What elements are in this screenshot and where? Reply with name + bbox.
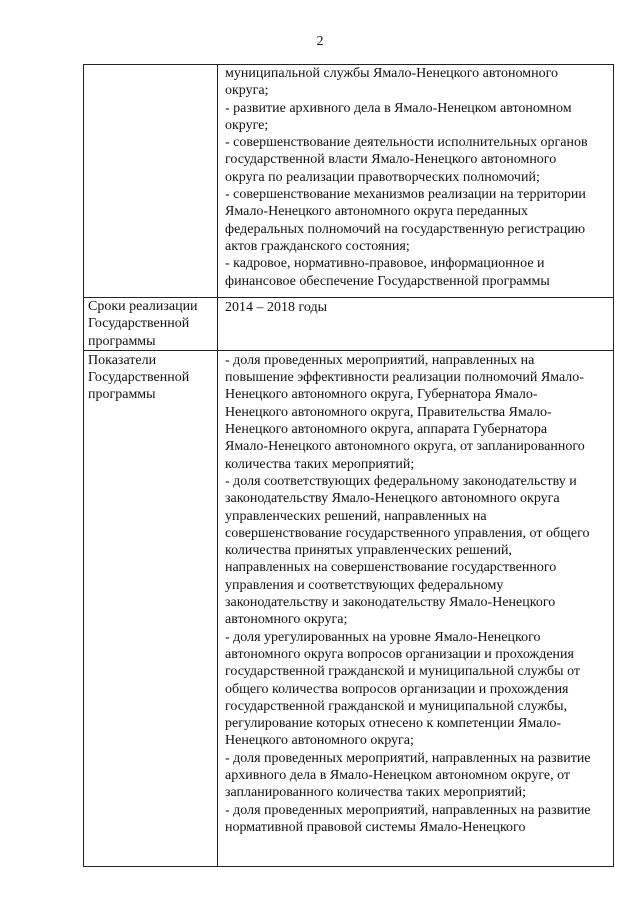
content-line: автономного округа вопросов организации и прохождения [225, 646, 574, 662]
content-line: Ненецкого автономного округа, аппарата Губернатора [225, 422, 548, 438]
label-line: Сроки реализации [88, 299, 198, 314]
content-line: - доля проведенных мероприятий, направленных на [225, 352, 535, 368]
content-line: 2014 – 2018 годы [225, 300, 328, 315]
content-line: нормативной правовой системы Ямало-Ненецкого [225, 819, 526, 835]
label-line: Показатели [88, 352, 157, 368]
content-line: Ненецкого автономного округа, Губернатора Ямало- [225, 387, 538, 403]
content-line: округе; [225, 117, 269, 133]
content-line: совершенствование государственного управления, от общего [225, 525, 590, 541]
content-line: регулирование которых отнесено к компетенции Ямало- [225, 716, 562, 732]
content-line: количества принятых управленческих решений, [225, 543, 513, 559]
content-line: государственной гражданской и муниципальной службы от [225, 664, 581, 680]
row-label-cell [84, 350, 218, 866]
label-line: программы [88, 333, 156, 349]
content-line: финансовое обеспечение Государственной программы [225, 273, 550, 289]
row-content-cell [218, 65, 614, 298]
content-line: управления и соответствующих федеральному [225, 577, 504, 593]
content-line: Ямало-Ненецкого автономного округа, от запланированного [225, 439, 585, 455]
content-line: - доля проведенных мероприятий, направленных на развитие [225, 750, 591, 766]
content-line: - доля проведенных мероприятий, направленных на развитие [225, 802, 591, 818]
row-content-cell [218, 350, 614, 866]
content-line: законодательству и законодательству Ямало-Ненецкого [225, 595, 556, 611]
label-line: Государственной [88, 370, 190, 386]
content-line: управленческих решений, направленных на [225, 508, 487, 524]
content-line: государственной власти Ямало-Ненецкого автономного [225, 152, 557, 168]
content-line: законодательству Ямало-Ненецкого автономного округа [225, 491, 560, 507]
content-line: государственной гражданской и муниципальной службы, [225, 698, 568, 714]
content-line: направленных на совершенствование государственного [225, 560, 557, 576]
content-line: - кадровое, нормативно-правовое, информационное и [225, 256, 545, 272]
content-line: Ненецкого автономного округа, Правительства Ямало- [225, 404, 552, 420]
content-line: округа; [225, 83, 269, 99]
content-line: - совершенствование механизмов реализации на территории [225, 187, 586, 203]
content-line: - доля соответствующих федеральному законодательству и [225, 473, 577, 489]
label-line: программы [88, 387, 156, 403]
content-line: архивного дела в Ямало-Ненецком автономном округе, от [225, 768, 571, 784]
content-line: - развитие архивного дела в Ямало-Ненецком автономном [225, 100, 572, 116]
label-line: Государственной [88, 316, 190, 332]
row-label-cell [84, 298, 218, 351]
content-line: Ненецкого автономного округа; [225, 733, 414, 749]
table-row-indicators [84, 350, 614, 866]
content-line: актов гражданского состояния; [225, 238, 410, 254]
content-line: повышение эффективности реализации полномочий Ямало- [225, 370, 584, 386]
row-content-cell [218, 298, 614, 351]
content-line: - доля урегулированных на уровне Ямало-Ненецкого [225, 629, 541, 645]
content-line: количества таких мероприятий; [225, 456, 415, 472]
content-line: федеральных полномочий на государственную регистрацию [225, 221, 586, 237]
content-line: округа по реализации правотворческих полномочий; [225, 169, 540, 185]
content-line: общего количества вопросов организации и прохождения [225, 681, 569, 697]
table-row-continuation [84, 65, 614, 298]
content-line: муниципальной службы Ямало-Ненецкого автономного [225, 66, 559, 81]
page-number: 2 [316, 34, 324, 49]
program-passport-table [83, 64, 614, 867]
row-label-cell [84, 65, 218, 298]
table-row-implementation-terms [84, 298, 614, 351]
content-line: - совершенствование деятельности исполнительных органов [225, 135, 588, 151]
content-line: автономного округа; [225, 612, 348, 628]
content-line: запланированного количества таких мероприятий; [225, 785, 526, 801]
content-line: Ямало-Ненецкого автономного округа переданных [225, 204, 529, 220]
